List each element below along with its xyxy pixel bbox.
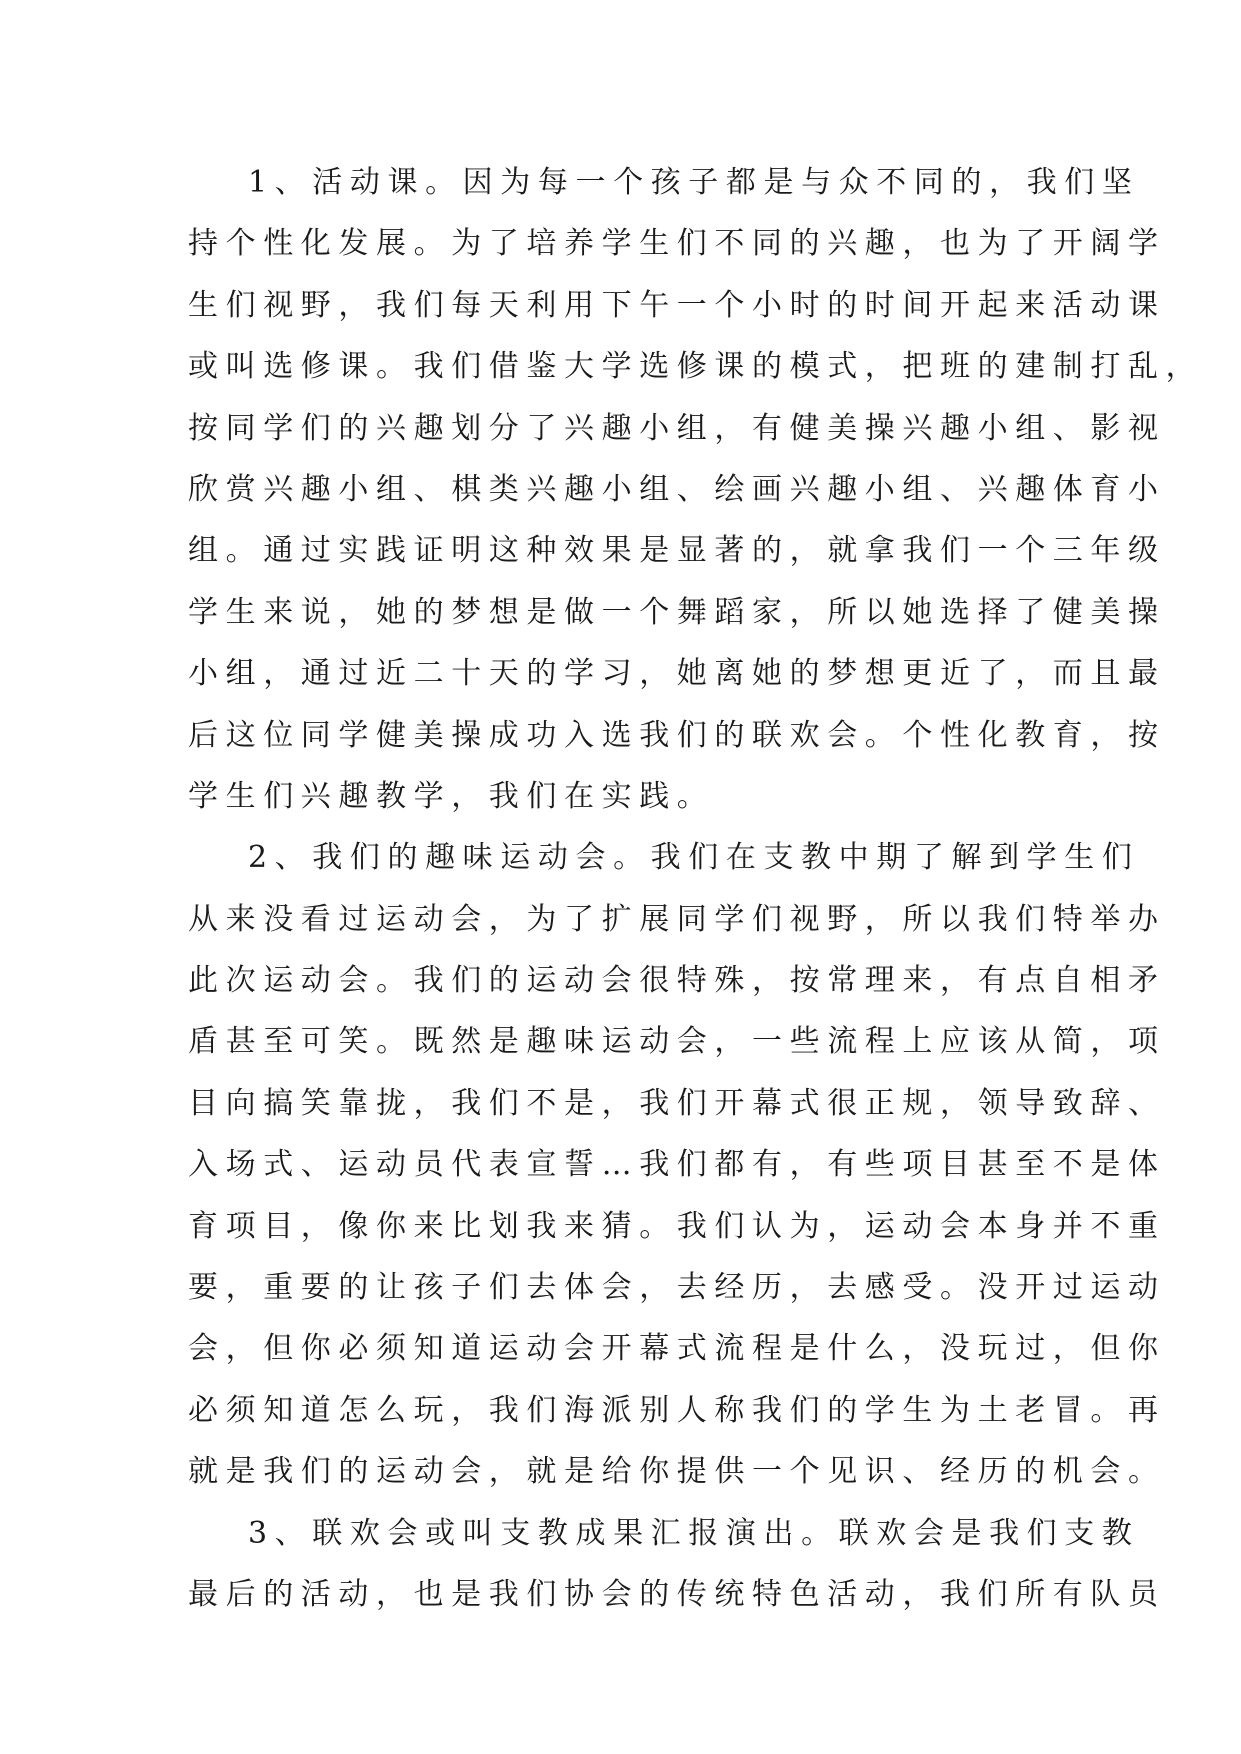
text-line: 学生来说，她的梦想是做一个舞蹈家，所以她选择了健美操	[188, 594, 1166, 630]
text-line: 2、我们的趣味运动会。我们在支教中期了解到学生们	[248, 840, 1140, 876]
text-line: 欣赏兴趣小组、棋类兴趣小组、绘画兴趣小组、兴趣体育小	[188, 471, 1166, 507]
text-line: 学生们兴趣教学，我们在实践。	[188, 778, 715, 814]
text-line: 要，重要的让孩子们去体会，去经历，去感受。没开过运动	[188, 1270, 1166, 1306]
text-line: 按同学们的兴趣划分了兴趣小组，有健美操兴趣小组、影视	[188, 410, 1166, 446]
text-line: 必须知道怎么玩，我们海派别人称我们的学生为土老冒。再	[188, 1392, 1166, 1428]
text-line: 组。通过实践证明这种效果是显著的，就拿我们一个三年级	[188, 533, 1166, 569]
text-line: 后这位同学健美操成功入选我们的联欢会。个性化教育，按	[188, 717, 1166, 753]
text-line: 3、联欢会或叫支教成果汇报演出。联欢会是我们支教	[248, 1515, 1140, 1551]
text-line: 盾甚至可笑。既然是趣味运动会，一些流程上应该从简，项	[188, 1024, 1166, 1060]
text-line: 或叫选修课。我们借鉴大学选修课的模式，把班的建制打乱，	[188, 349, 1204, 385]
document-body	[188, 152, 1204, 1625]
text-line: 小组，通过近二十天的学习，她离她的梦想更近了，而且最	[188, 656, 1166, 692]
text-line: 育项目，像你来比划我来猜。我们认为，运动会本身并不重	[188, 1208, 1166, 1244]
text-line: 就是我们的运动会，就是给你提供一个见识、经历的机会。	[188, 1454, 1166, 1490]
text-line: 1、活动课。因为每一个孩子都是与众不同的，我们坚	[248, 165, 1140, 200]
text-line: 从来没看过运动会，为了扩展同学们视野，所以我们特举办	[188, 901, 1166, 937]
paragraph-3	[188, 1503, 1166, 1626]
paragraph-2	[188, 827, 1166, 1502]
text-line: 最后的活动，也是我们协会的传统特色活动，我们所有队员	[188, 1576, 1166, 1612]
paragraph-1	[188, 152, 1204, 827]
text-line: 入场式、运动员代表宣誓…我们都有，有些项目甚至不是体	[188, 1147, 1166, 1183]
text-line: 生们视野，我们每天利用下午一个小时的时间开起来活动课	[188, 287, 1166, 323]
text-line: 持个性化发展。为了培养学生们不同的兴趣，也为了开阔学	[188, 226, 1166, 262]
text-line: 会，但你必须知道运动会开幕式流程是什么，没玩过，但你	[188, 1331, 1166, 1367]
text-line: 目向搞笑靠拢，我们不是，我们开幕式很正规，领导致辞、	[188, 1085, 1166, 1121]
text-line: 此次运动会。我们的运动会很特殊，按常理来，有点自相矛	[188, 963, 1166, 999]
